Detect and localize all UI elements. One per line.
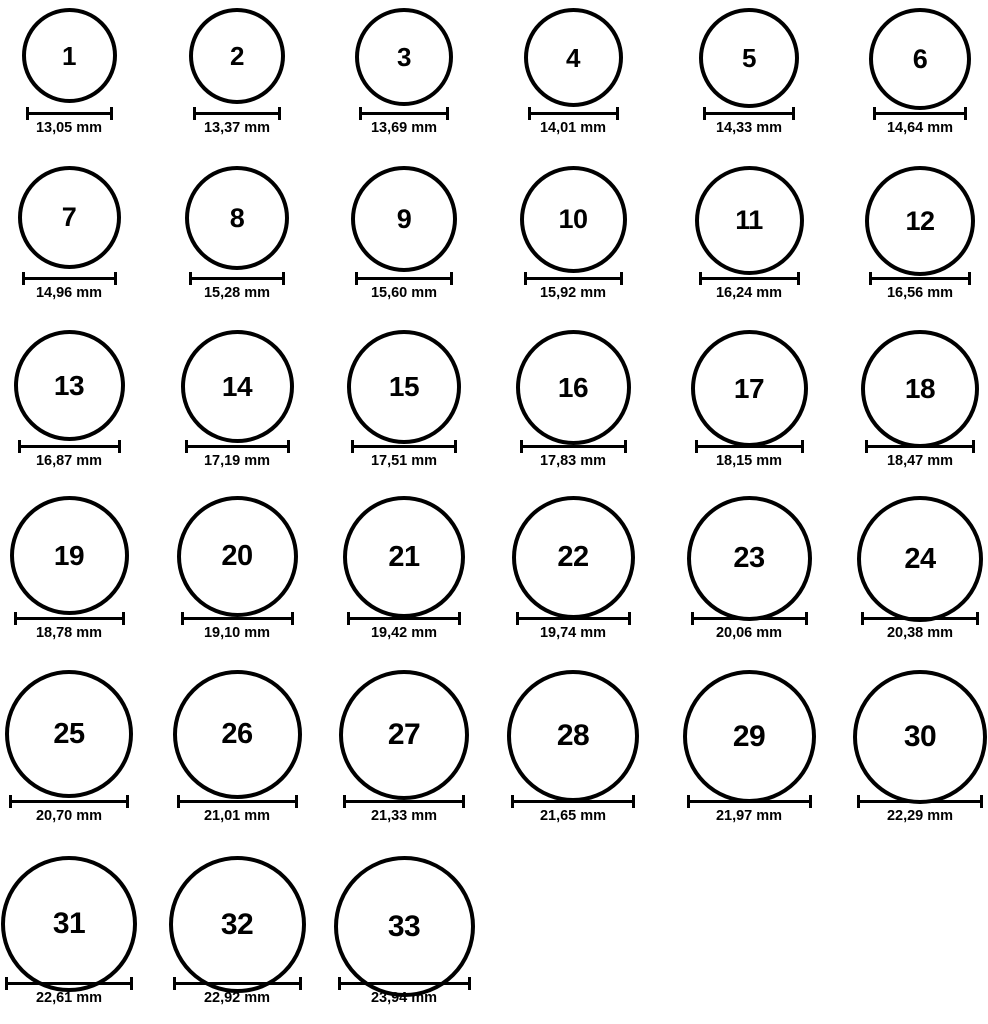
bar-cap-left: [865, 440, 868, 453]
diameter-label: 21,97 mm: [715, 808, 783, 824]
bar-cap-left: [189, 272, 192, 285]
ring-size-number: 4: [566, 42, 580, 73]
ring-size-item: [869, 8, 971, 110]
ring-size-number: 24: [904, 542, 936, 575]
diameter-label: 14,96 mm: [35, 285, 103, 301]
ring-size-number: 13: [53, 369, 85, 401]
bar-cap-right: [792, 107, 795, 120]
diameter-label: 21,33 mm: [370, 808, 438, 824]
ring-size-item: [334, 856, 475, 997]
bar-cap-right: [968, 272, 971, 285]
bar-cap-right: [797, 272, 800, 285]
ring-size-item: [865, 166, 975, 276]
bar-cap-right: [809, 795, 812, 808]
bar-cap-left: [857, 795, 860, 808]
ring-circle: [1, 856, 137, 992]
bar-cap-right: [620, 272, 623, 285]
diameter-label: 19,74 mm: [539, 625, 607, 641]
bar-cap-right: [110, 107, 113, 120]
diameter-bar-icon: [865, 440, 975, 452]
bar-cap-left: [691, 612, 694, 625]
diameter-label: 20,06 mm: [715, 625, 783, 641]
bar-line: [185, 445, 290, 448]
diameter-bar-icon: [695, 440, 804, 452]
ring-circle: [10, 496, 129, 615]
ring-size-item: [173, 670, 302, 799]
ring-size-number: 2: [230, 41, 244, 71]
ring-size-item: [857, 496, 983, 622]
ring-size-item: [5, 670, 133, 798]
diameter-label: 14,64 mm: [886, 120, 954, 136]
diameter-bar-icon: [26, 107, 113, 119]
ring-measure: [9, 795, 129, 825]
bar-cap-left: [22, 272, 25, 285]
ring-measure: [347, 612, 461, 642]
bar-line: [22, 277, 117, 280]
ring-size-number: 17: [733, 372, 765, 404]
ring-measure: [359, 107, 449, 137]
diameter-bar-icon: [14, 612, 125, 624]
bar-line: [173, 982, 302, 985]
ring-circle: [347, 330, 461, 444]
diameter-label: 21,01 mm: [203, 808, 271, 824]
bar-cap-right: [972, 440, 975, 453]
ring-size-item: [189, 8, 285, 104]
bar-line: [528, 112, 619, 115]
diameter-bar-icon: [691, 612, 808, 624]
ring-size-number: 8: [229, 202, 245, 233]
diameter-label: 18,15 mm: [715, 453, 783, 469]
diameter-label: 16,56 mm: [886, 285, 954, 301]
ring-size-number: 9: [396, 203, 412, 234]
diameter-label: 23,94 mm: [370, 990, 438, 1006]
bar-line: [193, 112, 281, 115]
bar-cap-left: [351, 440, 354, 453]
ring-circle: [169, 856, 306, 993]
bar-line: [699, 277, 800, 280]
ring-size-item: [185, 166, 289, 270]
diameter-label: 13,05 mm: [35, 120, 103, 136]
ring-size-item: [683, 670, 816, 803]
diameter-bar-icon: [189, 272, 285, 284]
bar-cap-right: [295, 795, 298, 808]
ring-size-number: 21: [388, 540, 420, 573]
ring-size-number: 3: [397, 42, 411, 72]
diameter-label: 16,24 mm: [715, 285, 783, 301]
bar-cap-right: [468, 977, 471, 990]
ring-size-number: 26: [221, 718, 253, 750]
ring-size-item: [695, 166, 804, 275]
bar-cap-right: [980, 795, 983, 808]
diameter-label: 16,87 mm: [35, 453, 103, 469]
ring-measure: [351, 440, 457, 470]
ring-circle: [351, 166, 457, 272]
ring-size-item: [339, 670, 469, 800]
ring-size-number: 30: [903, 720, 937, 753]
ring-measure: [338, 977, 471, 1007]
diameter-bar-icon: [355, 272, 453, 284]
bar-cap-left: [695, 440, 698, 453]
diameter-label: 14,01 mm: [539, 120, 607, 136]
ring-size-item: [861, 330, 979, 448]
diameter-bar-icon: [338, 977, 471, 989]
ring-measure: [703, 107, 795, 137]
ring-measure: [528, 107, 619, 137]
bar-line: [26, 112, 113, 115]
ring-circle: [869, 8, 971, 110]
ring-size-number: 27: [387, 718, 421, 751]
ring-size-number: 25: [53, 717, 85, 750]
bar-cap-right: [282, 272, 285, 285]
ring-size-item: [355, 8, 453, 106]
ring-measure: [869, 272, 971, 302]
diameter-label: 15,60 mm: [370, 285, 438, 301]
ring-circle: [22, 8, 117, 103]
bar-cap-right: [122, 612, 125, 625]
bar-line: [18, 445, 121, 448]
diameter-bar-icon: [22, 272, 117, 284]
diameter-bar-icon: [511, 795, 635, 807]
ring-circle: [5, 670, 133, 798]
ring-size-item: [14, 330, 125, 441]
bar-cap-right: [118, 440, 121, 453]
ring-size-item: [507, 670, 639, 802]
diameter-label: 19,42 mm: [370, 625, 438, 641]
ring-size-item: [853, 670, 987, 804]
ring-circle: [524, 8, 623, 107]
ring-size-number: 6: [912, 43, 928, 74]
bar-cap-left: [516, 612, 519, 625]
bar-cap-right: [805, 612, 808, 625]
bar-cap-right: [287, 440, 290, 453]
bar-cap-right: [964, 107, 967, 120]
ring-circle: [691, 330, 808, 447]
bar-cap-left: [18, 440, 21, 453]
bar-cap-left: [343, 795, 346, 808]
ring-circle: [173, 670, 302, 799]
ring-size-item: [177, 496, 298, 617]
diameter-bar-icon: [873, 107, 967, 119]
bar-cap-left: [520, 440, 523, 453]
ring-circle: [512, 496, 635, 619]
bar-cap-right: [450, 272, 453, 285]
ring-measure: [343, 795, 465, 825]
diameter-label: 17,83 mm: [539, 453, 607, 469]
bar-cap-left: [699, 272, 702, 285]
diameter-bar-icon: [181, 612, 294, 624]
diameter-bar-icon: [351, 440, 457, 452]
bar-cap-left: [524, 272, 527, 285]
bar-line: [338, 982, 471, 985]
bar-cap-right: [446, 107, 449, 120]
ring-size-number: 19: [53, 539, 85, 571]
diameter-label: 22,92 mm: [203, 990, 271, 1006]
ring-size-number: 20: [221, 540, 253, 572]
bar-cap-left: [181, 612, 184, 625]
bar-cap-left: [869, 272, 872, 285]
bar-cap-left: [177, 795, 180, 808]
bar-line: [347, 617, 461, 620]
ring-size-item: [22, 8, 117, 103]
ring-size-item: [687, 496, 812, 621]
bar-cap-left: [5, 977, 8, 990]
diameter-bar-icon: [861, 612, 979, 624]
ring-circle: [699, 8, 799, 108]
ring-measure: [26, 107, 113, 137]
bar-line: [703, 112, 795, 115]
bar-cap-right: [291, 612, 294, 625]
ring-size-number: 1: [62, 40, 76, 71]
ring-measure: [873, 107, 967, 137]
ring-circle: [339, 670, 469, 800]
ring-size-number: 31: [52, 907, 86, 940]
ring-size-item: [181, 330, 294, 443]
diameter-bar-icon: [869, 272, 971, 284]
ring-size-item: [347, 330, 461, 444]
diameter-bar-icon: [193, 107, 281, 119]
diameter-bar-icon: [699, 272, 800, 284]
bar-cap-left: [355, 272, 358, 285]
diameter-label: 22,29 mm: [886, 808, 954, 824]
bar-cap-right: [616, 107, 619, 120]
ring-size-item: [10, 496, 129, 615]
bar-cap-right: [130, 977, 133, 990]
diameter-bar-icon: [703, 107, 795, 119]
bar-cap-right: [628, 612, 631, 625]
bar-cap-right: [278, 107, 281, 120]
diameter-label: 17,51 mm: [370, 453, 438, 469]
ring-circle: [687, 496, 812, 621]
bar-cap-left: [359, 107, 362, 120]
ring-measure: [524, 272, 623, 302]
ring-measure: [14, 612, 125, 642]
diameter-bar-icon: [18, 440, 121, 452]
ring-measure: [695, 440, 804, 470]
diameter-bar-icon: [173, 977, 302, 989]
bar-cap-left: [873, 107, 876, 120]
ring-size-number: 29: [732, 719, 766, 753]
ring-size-item: [351, 166, 457, 272]
ring-size-number: 11: [735, 205, 763, 235]
bar-cap-left: [338, 977, 341, 990]
diameter-bar-icon: [347, 612, 461, 624]
bar-cap-left: [173, 977, 176, 990]
bar-line: [869, 277, 971, 280]
diameter-bar-icon: [857, 795, 983, 807]
bar-cap-right: [299, 977, 302, 990]
bar-cap-left: [347, 612, 350, 625]
ring-measure: [193, 107, 281, 137]
ring-size-number: 12: [905, 205, 935, 236]
diameter-bar-icon: [359, 107, 449, 119]
ring-size-item: [520, 166, 627, 273]
bar-line: [359, 112, 449, 115]
bar-line: [181, 617, 294, 620]
bar-line: [511, 800, 635, 803]
ring-size-number: 15: [388, 371, 420, 402]
ring-size-number: 10: [558, 204, 588, 234]
ring-measure: [355, 272, 453, 302]
ring-size-number: 5: [742, 43, 756, 73]
bar-cap-left: [185, 440, 188, 453]
bar-line: [873, 112, 967, 115]
bar-line: [355, 277, 453, 280]
ring-size-number: 28: [556, 719, 590, 752]
ring-measure: [865, 440, 975, 470]
bar-line: [524, 277, 623, 280]
bar-cap-right: [632, 795, 635, 808]
bar-line: [691, 617, 808, 620]
ring-size-item: [343, 496, 465, 618]
ring-size-item: [516, 330, 631, 445]
ring-measure: [516, 612, 631, 642]
diameter-bar-icon: [687, 795, 812, 807]
ring-circle: [177, 496, 298, 617]
ring-size-number: 22: [557, 541, 589, 573]
bar-cap-left: [687, 795, 690, 808]
bar-line: [9, 800, 129, 803]
bar-cap-right: [454, 440, 457, 453]
bar-line: [177, 800, 298, 803]
ring-measure: [173, 977, 302, 1007]
ring-circle: [14, 330, 125, 441]
diameter-bar-icon: [5, 977, 133, 989]
bar-cap-left: [861, 612, 864, 625]
bar-cap-right: [458, 612, 461, 625]
ring-circle: [185, 166, 289, 270]
ring-circle: [857, 496, 983, 622]
diameter-label: 22,61 mm: [35, 990, 103, 1006]
ring-circle: [343, 496, 465, 618]
diameter-label: 13,37 mm: [203, 120, 271, 136]
bar-cap-right: [976, 612, 979, 625]
diameter-label: 20,70 mm: [35, 808, 103, 824]
ring-circle: [683, 670, 816, 803]
bar-line: [351, 445, 457, 448]
ring-measure: [181, 612, 294, 642]
ring-measure: [691, 612, 808, 642]
ring-measure: [189, 272, 285, 302]
ring-circle: [865, 166, 975, 276]
ring-circle: [861, 330, 979, 448]
ring-size-number: 16: [557, 371, 589, 403]
diameter-label: 21,65 mm: [539, 808, 607, 824]
diameter-bar-icon: [185, 440, 290, 452]
ring-circle: [181, 330, 294, 443]
bar-cap-right: [801, 440, 804, 453]
bar-cap-left: [14, 612, 17, 625]
bar-line: [14, 617, 125, 620]
bar-line: [520, 445, 627, 448]
diameter-bar-icon: [177, 795, 298, 807]
bar-cap-left: [528, 107, 531, 120]
ring-size-number: 33: [387, 909, 421, 943]
bar-line: [861, 617, 979, 620]
ring-measure: [511, 795, 635, 825]
ring-size-item: [1, 856, 137, 992]
ring-measure: [699, 272, 800, 302]
diameter-label: 19,10 mm: [203, 625, 271, 641]
ring-circle: [516, 330, 631, 445]
ring-circle: [853, 670, 987, 804]
diameter-label: 13,69 mm: [370, 120, 438, 136]
diameter-label: 14,33 mm: [715, 120, 783, 136]
bar-cap-left: [9, 795, 12, 808]
diameter-label: 17,19 mm: [203, 453, 271, 469]
ring-circle: [695, 166, 804, 275]
diameter-label: 20,38 mm: [886, 625, 954, 641]
diameter-bar-icon: [343, 795, 465, 807]
ring-circle: [520, 166, 627, 273]
ring-measure: [5, 977, 133, 1007]
ring-circle: [334, 856, 475, 997]
bar-line: [857, 800, 983, 803]
ring-size-number: 7: [61, 202, 77, 232]
bar-cap-left: [26, 107, 29, 120]
ring-size-item: [18, 166, 121, 269]
ring-size-item: [699, 8, 799, 108]
bar-line: [5, 982, 133, 985]
ring-size-item: [169, 856, 306, 993]
ring-size-number: 32: [220, 907, 254, 941]
ring-size-item: [512, 496, 635, 619]
diameter-bar-icon: [9, 795, 129, 807]
diameter-bar-icon: [516, 612, 631, 624]
bar-cap-right: [126, 795, 129, 808]
ring-circle: [355, 8, 453, 106]
ring-measure: [185, 440, 290, 470]
ring-measure: [687, 795, 812, 825]
bar-line: [189, 277, 285, 280]
bar-cap-left: [703, 107, 706, 120]
diameter-label: 15,28 mm: [203, 285, 271, 301]
diameter-label: 18,78 mm: [35, 625, 103, 641]
ring-measure: [177, 795, 298, 825]
ring-measure: [22, 272, 117, 302]
bar-line: [516, 617, 631, 620]
ring-measure: [520, 440, 627, 470]
bar-line: [695, 445, 804, 448]
ring-circle: [18, 166, 121, 269]
ring-size-number: 14: [221, 370, 253, 402]
diameter-bar-icon: [528, 107, 619, 119]
bar-cap-right: [114, 272, 117, 285]
ring-size-item: [524, 8, 623, 107]
bar-cap-right: [624, 440, 627, 453]
bar-cap-left: [193, 107, 196, 120]
ring-measure: [857, 795, 983, 825]
bar-line: [865, 445, 975, 448]
diameter-label: 18,47 mm: [886, 453, 954, 469]
diameter-bar-icon: [520, 440, 627, 452]
ring-circle: [507, 670, 639, 802]
ring-circle: [189, 8, 285, 104]
bar-cap-left: [511, 795, 514, 808]
bar-line: [687, 800, 812, 803]
ring-measure: [18, 440, 121, 470]
diameter-label: 15,92 mm: [539, 285, 607, 301]
ring-size-number: 18: [904, 373, 936, 404]
diameter-bar-icon: [524, 272, 623, 284]
ring-measure: [861, 612, 979, 642]
bar-line: [343, 800, 465, 803]
bar-cap-right: [462, 795, 465, 808]
ring-size-item: [691, 330, 808, 447]
ring-size-number: 23: [733, 542, 765, 574]
